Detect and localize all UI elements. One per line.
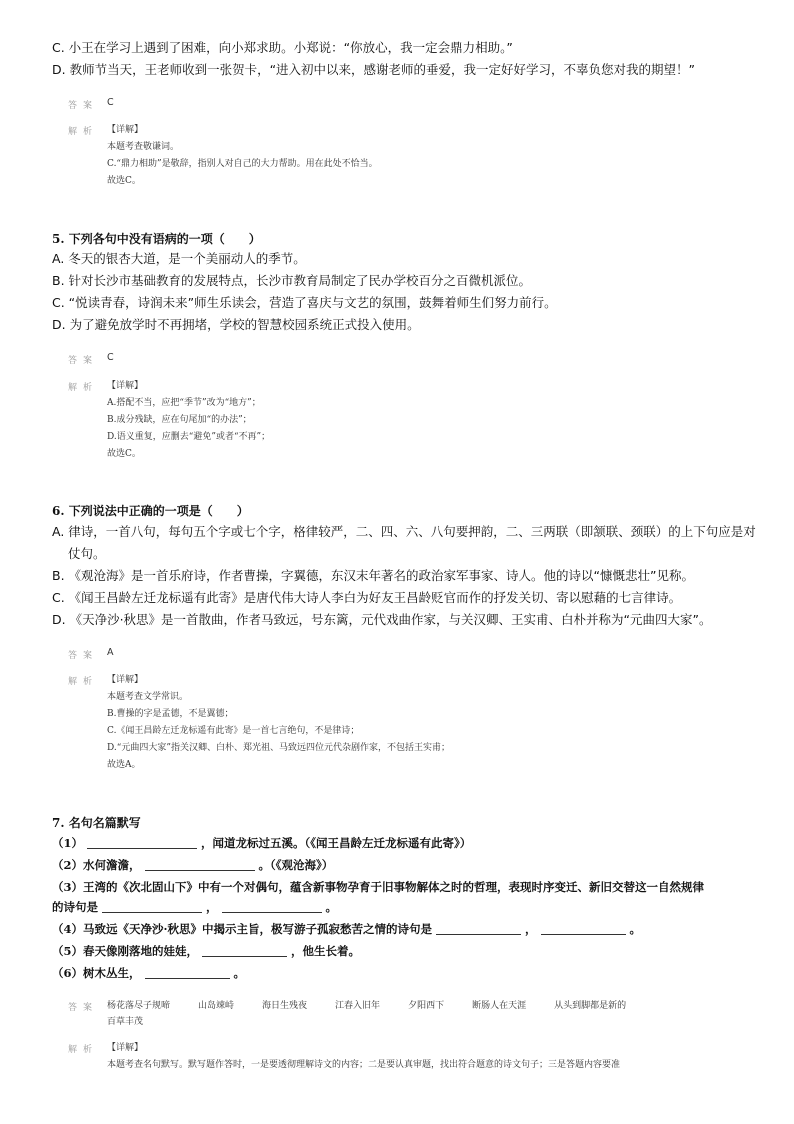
q7-answer-4: 江春入旧年 (335, 1001, 381, 1011)
q7-line-1: （1） ，闻道龙标过五溪。（《闻王昌龄左迁龙标遥有此寄》） (52, 836, 472, 850)
fill-blank[interactable] (102, 900, 202, 913)
q7-answer-2: 山岛竦峙 (198, 1001, 235, 1011)
explain-label: 解析 (68, 127, 99, 137)
explain-label: 解析 (68, 1045, 99, 1055)
fill-blank[interactable] (436, 922, 521, 935)
q4-explain-2: C.“鼎力相助”是敬辞，指别人对自己的大力帮助。用在此处不恰当。 (107, 159, 378, 169)
q4-option-c: C. 小王在学习上遇到了困难，向小郑求助。小郑说：“你放心，我一定会鼎力相助。” (52, 40, 513, 55)
q7-line-3: （3）王湾的《次北固山下》中有一个对偶句，蕴含新事物孕育于旧事物解体之时的哲理，表现时序变迁、新旧交替这一自然规律 (52, 880, 704, 894)
q5-title: 5. 下列各句中没有语病的一项（ ） (52, 232, 261, 246)
q7-line-4: 的诗句是 ， 。 (52, 900, 337, 914)
q5-option-d: D. 为了避免放学时不再拥堵，学校的智慧校园系统正式投入使用。 (52, 317, 420, 332)
q6-option-b: B. 《观沧海》是一首乐府诗，作者曹操，字翼德，东汉末年著名的政治家军事家、诗人。他的诗以“慷慨悲壮”见称。 (52, 568, 694, 583)
q5-answer: C (107, 352, 114, 363)
q5-explain-4: 故选C。 (107, 449, 141, 459)
answer-label: 答案 (68, 101, 99, 111)
q7-answer-5: 夕阳西下 (408, 1001, 445, 1011)
q5-option-a: A. 冬天的银杏大道，是一个美丽动人的季节。 (52, 251, 306, 266)
q6-option-d: D. 《天净沙·秋思》是一首散曲，作者马致远，号东篱，元代戏曲作家，与关汉卿、王实甫、白朴并称为“元曲四大家”。 (52, 612, 712, 627)
q7-answer-3: 海日生残夜 (262, 1001, 308, 1011)
q7-line-5: （4）马致远《天净沙·秋思》中揭示主旨，极写游子孤寂愁苦之情的诗句是 ， 。 (52, 922, 642, 936)
q7-answer-1: 杨花落尽子规啼 (107, 1001, 171, 1011)
fill-blank[interactable] (541, 922, 626, 935)
fill-blank[interactable] (145, 858, 255, 871)
answer-label: 答案 (68, 1003, 99, 1013)
q5-explain-1: A.搭配不当，应把“季节”改为“地方”； (107, 398, 261, 408)
q6-explain-4: D.“元曲四大家”指关汉卿、白朴、郑光祖、马致远四位元代杂剧作家，不包括王实甫； (107, 743, 450, 753)
q4-explain-0: 【详解】 (107, 125, 144, 135)
answer-label: 答案 (68, 356, 99, 366)
q6-answer: A (107, 647, 114, 658)
fill-blank[interactable] (222, 900, 322, 913)
q7-answers (107, 998, 654, 1011)
q5-option-c: C. “悦读青春，诗润未来”师生乐读会，营造了喜庆与文艺的氛围，鼓舞着师生们努力前行。 (52, 295, 557, 310)
q6-option-c: C. 《闻王昌龄左迁龙标遥有此寄》是唐代伟大诗人李白为好友王昌龄贬官而作的抒发关切、寄以慰藉的七言律诗。 (52, 590, 682, 605)
q7-title: 7. 名句名篇默写 (52, 816, 141, 830)
q4-answer: C (107, 97, 114, 108)
q6-option-a-cont: 仗句。 (68, 546, 106, 561)
q5-explain-3: D.语义重复，应删去“避免”或者“不再”； (107, 432, 271, 442)
q7-answer-6: 断肠人在天涯 (472, 1001, 527, 1011)
fill-blank[interactable] (202, 944, 287, 957)
q7-line-2: （2）水何澹澹， 。（《观沧海》） (52, 858, 334, 872)
q5-option-b: B. 针对长沙市基础教育的发展特点，长沙市教育局制定了民办学校百分之百微机派位。 (52, 273, 532, 288)
q7-line-6: （5）春天像刚落地的娃娃， ，他生长着。 (52, 944, 361, 958)
fill-blank[interactable] (145, 966, 230, 979)
q6-explain-2: B.曹操的字是孟德，不是翼德； (107, 709, 234, 719)
q5-explain-2: B.成分残缺，应在句尾加“的办法”； (107, 415, 252, 425)
q7-explain-1: 本题考查名句默写。默写题作答时，一是要透彻理解诗文的内容；二是要认真审题，找出符合题意的诗文句子；三是答题内容要准 (107, 1060, 621, 1070)
explain-label: 解析 (68, 383, 99, 393)
q7-answer-7: 从头到脚都是新的 (554, 1001, 627, 1011)
q7-line-7: （6）树木丛生， 。 (52, 966, 246, 980)
q6-explain-5: 故选A。 (107, 760, 141, 770)
q4-explain-1: 本题考查敬谦词。 (107, 142, 180, 152)
fill-blank[interactable] (87, 836, 197, 849)
q6-explain-1: 本题考查文学常识。 (107, 692, 189, 702)
q6-option-a: A. 律诗，一首八句，每句五个字或七个字，格律较严，二、四、六、八句要押韵，二、三两联（即颔联、颈联）的上下句应是对 (52, 524, 756, 539)
q6-title: 6. 下列说法中正确的一项是（ ） (52, 504, 249, 518)
q4-option-d: D. 教师节当天，王老师收到一张贺卡，“进入初中以来，感谢老师的垂爱，我一定好好学习，不辜负您对我的期望！” (52, 62, 696, 77)
q6-explain-0: 【详解】 (107, 675, 144, 685)
q5-explain-0: 【详解】 (107, 381, 144, 391)
q6-explain-3: C.《闻王昌龄左迁龙标遥有此寄》是一首七言绝句，不是律诗； (107, 726, 360, 736)
answer-label: 答案 (68, 651, 99, 661)
q7-explain-0: 【详解】 (107, 1043, 144, 1053)
q4-explain-3: 故选C。 (107, 176, 141, 186)
q7-answer-8: 百草丰茂 (107, 1017, 144, 1027)
explain-label: 解析 (68, 677, 99, 687)
